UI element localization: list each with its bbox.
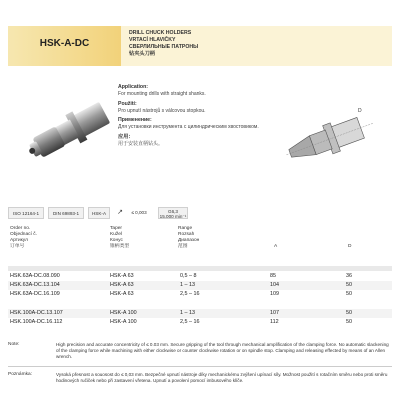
heading-cn: 钻夹头刀柄 [129, 51, 155, 57]
cell-a: 104 [270, 282, 279, 288]
application-label-cz: Použití: [118, 100, 137, 107]
cell-a: 109 [270, 291, 279, 297]
product-title: HSK-A-DC [39, 38, 90, 49]
table-row [8, 281, 392, 290]
cell-order: HSK.100A-DC.16.112 [10, 319, 63, 325]
header-a: A [274, 244, 278, 249]
title-box [8, 26, 121, 66]
balance-rpm: 15.000 min⁻¹ [159, 214, 187, 219]
header-taper-cn: 锥柄类型 [110, 244, 130, 249]
application-label-en: Application: [118, 84, 148, 90]
note-divider [8, 366, 392, 367]
cell-range: 0,5 – 8 [180, 273, 197, 279]
drill-chuck-holder-image [18, 92, 118, 174]
dim-label-d: D [358, 108, 362, 114]
cell-d: 50 [346, 291, 352, 297]
header-range [178, 226, 199, 250]
table-row [8, 318, 392, 327]
cell-order: HSK.63A-DC.08.090 [10, 273, 60, 279]
header-range-ru: Диапазон [178, 238, 200, 243]
cell-d: 50 [346, 319, 352, 325]
table-row [8, 290, 392, 299]
header-d: D [348, 244, 352, 249]
table-header [8, 226, 392, 272]
heading-en: DRILL CHUCK HOLDERS [129, 30, 192, 36]
header-taper-cz: Kužel [110, 232, 122, 237]
group-gap [8, 299, 392, 309]
header-order [10, 226, 37, 250]
application-text-cz: Pro upnutí nástrojů s válcovou stopkou. [118, 107, 206, 114]
page-header [8, 26, 392, 66]
header-range-cn: 范围 [178, 244, 188, 249]
cell-order: HSK.63A-DC.16.109 [10, 291, 60, 297]
application-text-ru: Для установки инструмента с цилиндрическим хвостовиком. [118, 124, 259, 130]
application-section [118, 84, 278, 150]
cell-taper: HSK-A 63 [110, 291, 134, 297]
header-order-en: Order no. [10, 226, 31, 231]
header-order-cn: 订单号 [10, 244, 25, 249]
note-text-cz: Vysoká přesnost a souosost do ≤ 0,03 mm. Bezpečné upnutí nástroje díky mechanickému zvýšení upínací síly. Možnost použití s rotačním směru nebo proti směru hodinových ručiček nebo při zastavení vřetena. Upnutí a povolení pomocí imbusového klíče. [56, 372, 388, 383]
cell-a: 112 [270, 319, 279, 325]
note-cz [8, 372, 392, 384]
cell-taper: HSK-A 100 [110, 319, 137, 325]
cell-range: 1 – 13 [180, 282, 195, 288]
note-label-cz: Poznámka: [8, 372, 32, 377]
cell-range: 2,5 – 16 [180, 291, 200, 297]
header-range-cz: Rozsah [178, 232, 195, 237]
header-order-ru: Артикул [10, 238, 28, 243]
balance-badge [158, 207, 188, 219]
category-headings [121, 26, 392, 66]
header-taper [110, 226, 129, 250]
din-badge: DIN 69893-1 [48, 207, 84, 219]
concentricity-icon: ↗ [117, 209, 123, 216]
cell-range: 1 – 13 [180, 310, 195, 316]
header-order-cz: Objednací č. [10, 232, 37, 237]
notes-section [8, 342, 392, 390]
tolerance-value: ≤ 0,003 [131, 210, 147, 215]
note-label-en: Note: [8, 342, 20, 347]
table-row [8, 272, 392, 281]
application-text-cn: 用于安装直柄钻头。 [118, 140, 164, 147]
note-en [8, 342, 392, 360]
header-taper-ru: Конус [110, 238, 123, 243]
header-taper-en: Taper [110, 226, 122, 231]
application-label-ru: Применение: [118, 117, 152, 123]
technical-drawing [280, 100, 380, 180]
cell-a: 107 [270, 310, 279, 316]
header-divider [8, 266, 392, 271]
cell-taper: HSK-A 63 [110, 273, 134, 279]
iso-badge: ISO 12164-1 [8, 207, 44, 219]
heading-cz: VRTACÍ HLAVIČKY [129, 37, 176, 43]
type-badge: HSK-A [88, 207, 110, 219]
cell-order: HSK.100A-DC.13.107 [10, 310, 63, 316]
cell-range: 2,5 – 16 [180, 319, 200, 325]
cell-taper: HSK-A 63 [110, 282, 134, 288]
balance-grade: G6,3 [168, 208, 178, 214]
cell-taper: HSK-A 100 [110, 310, 137, 316]
product-table [8, 226, 392, 327]
spec-bar [8, 205, 392, 221]
note-text-en: High precision and accurate concentricity of ≤ 0.03 mm. Secure gripping of the tool through mechanical amplification of the clamping force. No automatic slackening of the clamping force while machining with either clockwise or counter clockwise rotation or on spindle stop. Clamping and releasing effected by means of an Allen wrench. [56, 342, 389, 359]
header-range-en: Range [178, 226, 193, 231]
application-label-cn: 应用： [118, 133, 134, 140]
cell-d: 50 [346, 282, 352, 288]
table-row [8, 309, 392, 318]
cell-d: 50 [346, 310, 352, 316]
application-text-en: For mounting drills with straight shanks. [118, 91, 206, 97]
cell-order: HSK.63A-DC.13.104 [10, 282, 60, 288]
cell-a: 85 [270, 273, 276, 279]
cell-d: 36 [346, 273, 352, 279]
heading-ru: СВЕРЛИЛЬНЫЕ ПАТРОНЫ [129, 44, 199, 50]
